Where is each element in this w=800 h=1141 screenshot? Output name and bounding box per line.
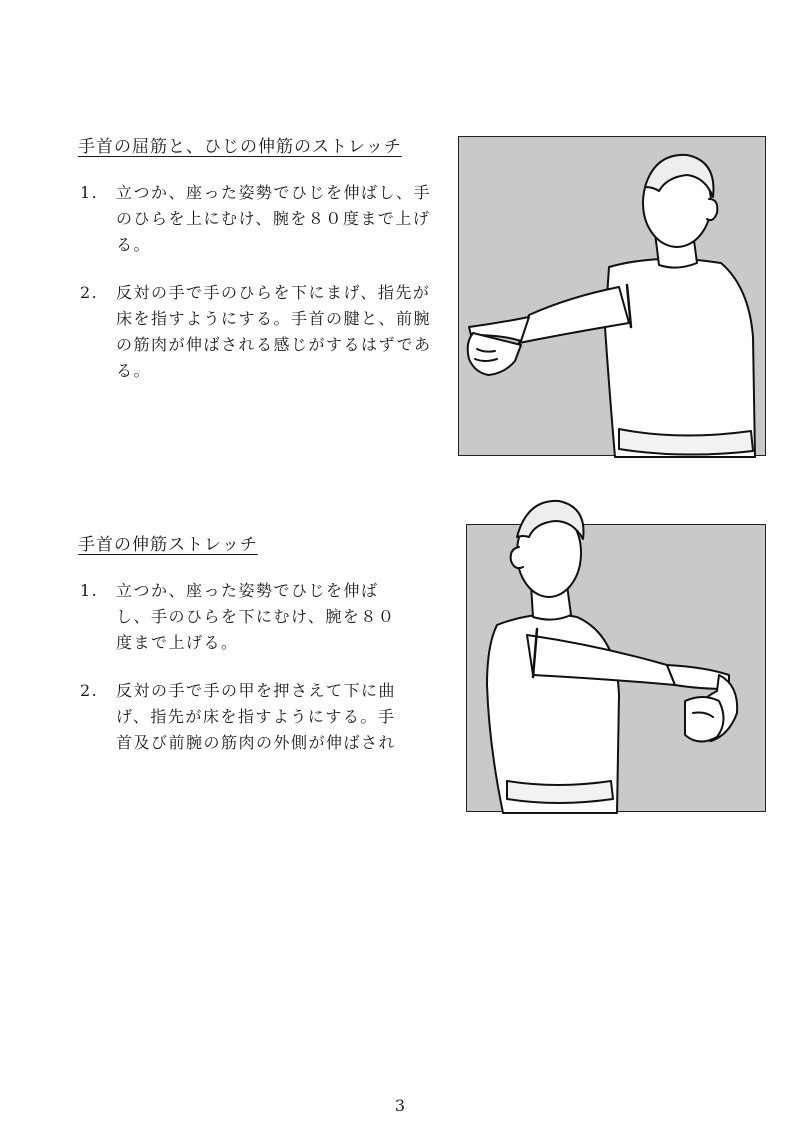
step-text: 反対の手で手の甲を押さえて下に曲げ、指先が床を指すようにする。手首及び前腕の筋肉の外側が伸ばされ <box>116 681 397 752</box>
step-number: 2. <box>80 681 99 700</box>
section-2-step-2 <box>80 678 408 756</box>
section-1-title: 手首の屈筋と、ひじの伸筋のストレッチ <box>78 137 402 157</box>
step-number: 1. <box>80 581 99 600</box>
wrist-extensor-stretch-illustration <box>466 524 766 812</box>
section-2-title: 手首の伸筋ストレッチ <box>78 535 258 555</box>
section-1-steps <box>80 180 442 384</box>
man-stretching-palm-down-drawing <box>467 525 767 813</box>
section-2-steps <box>80 578 408 756</box>
man-stretching-palm-up-drawing <box>459 137 767 457</box>
wrist-flexor-stretch-illustration <box>458 136 766 456</box>
step-text: 立つか、座った姿勢でひじを伸ばし、手のひらを上にむけ、腕を８０度まで上げる。 <box>116 183 432 254</box>
step-text: 立つか、座った姿勢でひじを伸ばし、手のひらを下にむけ、腕を８０度まで上げる。 <box>116 581 396 652</box>
step-text: 反対の手で手のひらを下にまげ、指先が床を指すようにする。手首の腱と、前腕の筋肉が伸ばされる感じがするはずである。 <box>116 283 432 380</box>
section-1-step-1 <box>80 180 442 258</box>
step-number: 2. <box>80 283 99 302</box>
section-2-step-1 <box>80 578 408 656</box>
section-1-step-2 <box>80 280 442 384</box>
page-number: 3 <box>394 1096 406 1115</box>
step-number: 1. <box>80 183 99 202</box>
